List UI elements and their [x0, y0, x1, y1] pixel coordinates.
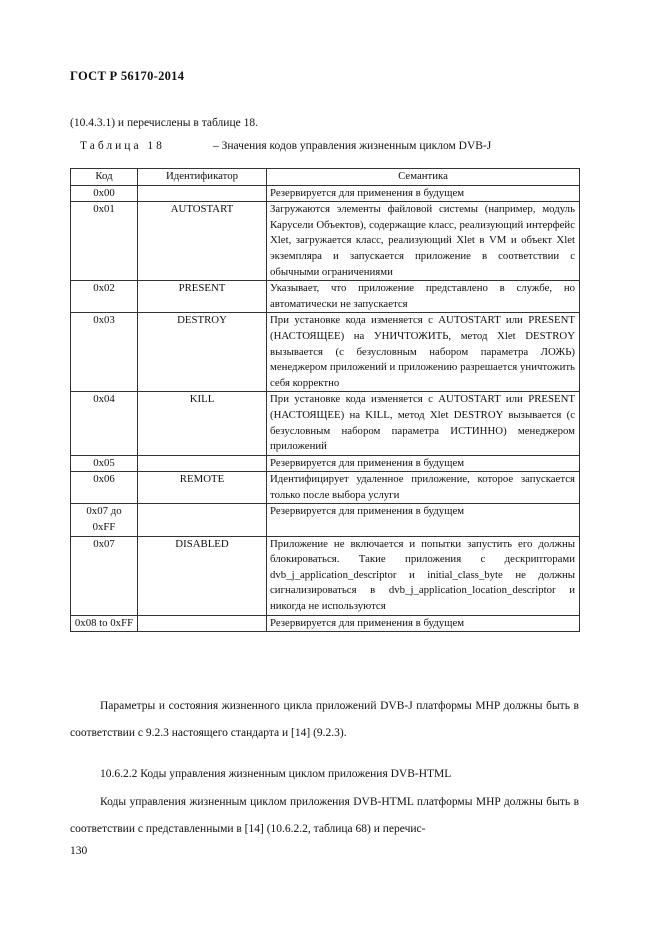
semantics-cell: При установке кода изменяется с AUTOSTART или PRESENT (НАСТОЯЩЕЕ) на УНИЧТОЖИТЬ, метод Xlet DESTROY вызывается (с безусловным набором параметра ЛОЖЬ) менеджером приложений и приложению разрешается уничтожить себя корректно	[267, 313, 580, 392]
table-row	[71, 202, 580, 281]
lifecycle-codes-table	[70, 168, 580, 632]
table-row	[71, 536, 580, 615]
body-paragraph: Коды управления жизненным циклом приложения DVB-HTML платформы MHP должны быть в соответствии с представленными в [14] (10.6.2.2, таблица 68) и перечис-	[70, 796, 579, 835]
section-subheading: 10.6.2.2 Коды управления жизненным циклом приложения DVB-HTML	[100, 768, 452, 780]
semantics-cell: Резервируется для применения в будущем	[267, 615, 580, 632]
code-cell: 0x00	[71, 185, 138, 202]
column-header-identifier: Идентификатор	[138, 169, 267, 186]
table-caption-title: – Значения кодов управления жизненным циклом DVB-J	[213, 140, 492, 152]
identifier-cell: DESTROY	[138, 313, 267, 392]
code-cell: 0x02	[71, 281, 138, 313]
table-row	[71, 615, 580, 632]
identifier-cell: REMOTE	[138, 472, 267, 504]
identifier-cell	[138, 615, 267, 632]
code-cell: 0x05	[71, 455, 138, 472]
page-number: 130	[70, 845, 88, 857]
table-caption	[80, 140, 600, 152]
body-paragraph: Параметры и состояния жизненного цикла приложений DVB-J платформы MHP должны быть в соответствии с 9.2.3 настоящего стандарта и [14] (9.2.3).	[70, 700, 579, 739]
table-row	[71, 185, 580, 202]
identifier-cell: KILL	[138, 392, 267, 455]
code-cell: 0x01	[71, 202, 138, 281]
semantics-cell: Резервируется для применения в будущем	[267, 455, 580, 472]
semantics-cell: Резервируется для применения в будущем	[267, 504, 580, 536]
semantics-cell: Резервируется для применения в будущем	[267, 185, 580, 202]
identifier-cell	[138, 185, 267, 202]
semantics-cell: При установке кода изменяется с AUTOSTART или PRESENT (НАСТОЯЩЕЕ) на KILL, метод Xlet DESTROY вызывается (с безусловным набором параметра ИСТИННО) менеджером приложений	[267, 392, 580, 455]
document-header: ГОСТ Р 56170-2014	[70, 69, 185, 83]
identifier-cell: PRESENT	[138, 281, 267, 313]
table-row	[71, 455, 580, 472]
table-caption-label: Таблица 18	[80, 140, 165, 152]
table-header-row	[71, 169, 580, 186]
code-cell: 0x07	[71, 536, 138, 615]
identifier-cell	[138, 455, 267, 472]
code-cell: 0x06	[71, 472, 138, 504]
intro-text: (10.4.3.1) и перечислены в таблице 18.	[70, 117, 258, 129]
code-cell: 0x07 до 0xFF	[71, 504, 138, 536]
code-cell: 0x04	[71, 392, 138, 455]
column-header-semantics: Семантика	[267, 169, 580, 186]
semantics-cell: Приложение не включается и попытки запустить его должны блокироваться. Такие приложения с дескрипторами dvb_j_application_descriptor и initial_class_byte не должны сигнализироваться в dvb_j_application_location_descriptor и никогда не используются	[267, 536, 580, 615]
identifier-cell: DISABLED	[138, 536, 267, 615]
semantics-cell: Загружаются элементы файловой системы (например, модуль Карусели Объектов), содержащие класс, реализующий интерфейс Xlet, загружается класс, реализующий Xlet в VM и объект Xlet экземпляра и запускается приложение в соответствии с обычными ограничениями	[267, 202, 580, 281]
code-cell: 0x03	[71, 313, 138, 392]
identifier-cell: AUTOSTART	[138, 202, 267, 281]
table-row	[71, 472, 580, 504]
table-row	[71, 392, 580, 455]
code-cell: 0x08 to 0xFF	[71, 615, 138, 632]
identifier-cell	[138, 504, 267, 536]
column-header-code: Код	[71, 169, 138, 186]
semantics-cell: Идентифицирует удаленное приложение, которое запускается только после выбора услуги	[267, 472, 580, 504]
table-row	[71, 281, 580, 313]
semantics-cell: Указывает, что приложение представлено в службе, но автоматически не запускается	[267, 281, 580, 313]
table-row	[71, 504, 580, 536]
table-row	[71, 313, 580, 392]
